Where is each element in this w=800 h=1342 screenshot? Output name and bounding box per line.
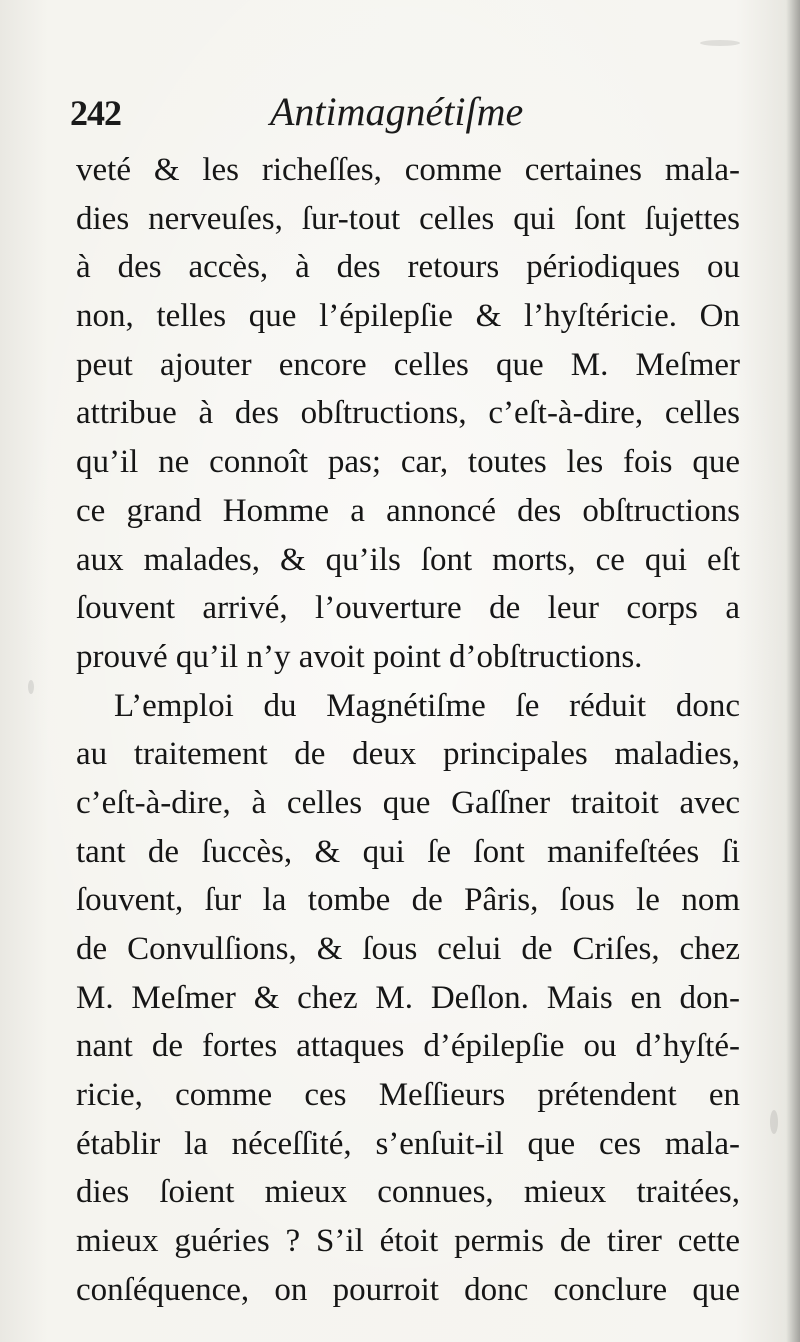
- ink-speck: [770, 1110, 778, 1134]
- text-line: L’emploi du Magnétiſme ſe réduit donc: [114, 687, 740, 724]
- page-header: [60, 84, 760, 140]
- text-line: non, telles que l’épilepſie & l’hyſtéricie. On: [76, 298, 740, 335]
- text-line: dies nerveuſes, ſur-tout celles qui ſont ſujettes: [76, 200, 740, 237]
- text-line: qu’il ne connoît pas; car, toutes les fois que: [76, 444, 740, 481]
- text-line: mieux guéries ? S’il étoit permis de tirer cette: [76, 1223, 740, 1260]
- text-line: M. Meſmer & chez M. Deſlon. Mais en don-: [76, 979, 740, 1016]
- text-line: prouvé qu’il n’y avoit point d’obſtructions.: [76, 638, 643, 675]
- text-line: nant de fortes attaques d’épilepſie ou d’hyſté-: [76, 1028, 740, 1065]
- ink-speck: [700, 40, 740, 46]
- body-text: [76, 146, 740, 1315]
- text-line: établir la néceſſité, s’enſuit-il que ces mala-: [76, 1125, 740, 1162]
- text-line: aux malades, & qu’ils ſont morts, ce qui eſt: [76, 541, 740, 578]
- running-title: Antimagnétiſme: [270, 89, 524, 134]
- text-line: peut ajouter encore celles que M. Meſmer: [76, 346, 740, 383]
- text-line: veté & les richeſſes, comme certaines mala-: [76, 152, 740, 188]
- page-edge-shadow: [786, 0, 800, 1342]
- text-line: ſouvent arrivé, l’ouverture de leur corps a: [76, 590, 740, 627]
- ink-speck: [28, 680, 34, 694]
- text-line: tant de ſuccès, & qui ſe ſont manifeſtées ſi: [76, 833, 740, 870]
- text-line: ſouvent, ſur la tombe de Pâris, ſous le nom: [76, 882, 740, 919]
- text-line: c’eſt-à-dire, à celles que Gaſſner traitoit avec: [76, 784, 740, 821]
- page-number: 242: [70, 93, 121, 133]
- text-line: attribue à des obſtructions, c’eſt-à-dire, celles: [76, 395, 740, 432]
- text-line: dies ſoient mieux connues, mieux traitées,: [76, 1174, 740, 1211]
- text-line: conſéquence, on pourroit donc conclure que: [76, 1271, 740, 1308]
- text-line: au traitement de deux principales maladies,: [76, 736, 740, 773]
- text-line: ce grand Homme a annoncé des obſtructions: [76, 492, 740, 529]
- text-line: ricie, comme ces Meſſieurs prétendent en: [76, 1077, 740, 1114]
- text-line: à des accès, à des retours périodiques ou: [76, 249, 740, 286]
- text-line: de Convulſions, & ſous celui de Criſes, chez: [76, 931, 740, 967]
